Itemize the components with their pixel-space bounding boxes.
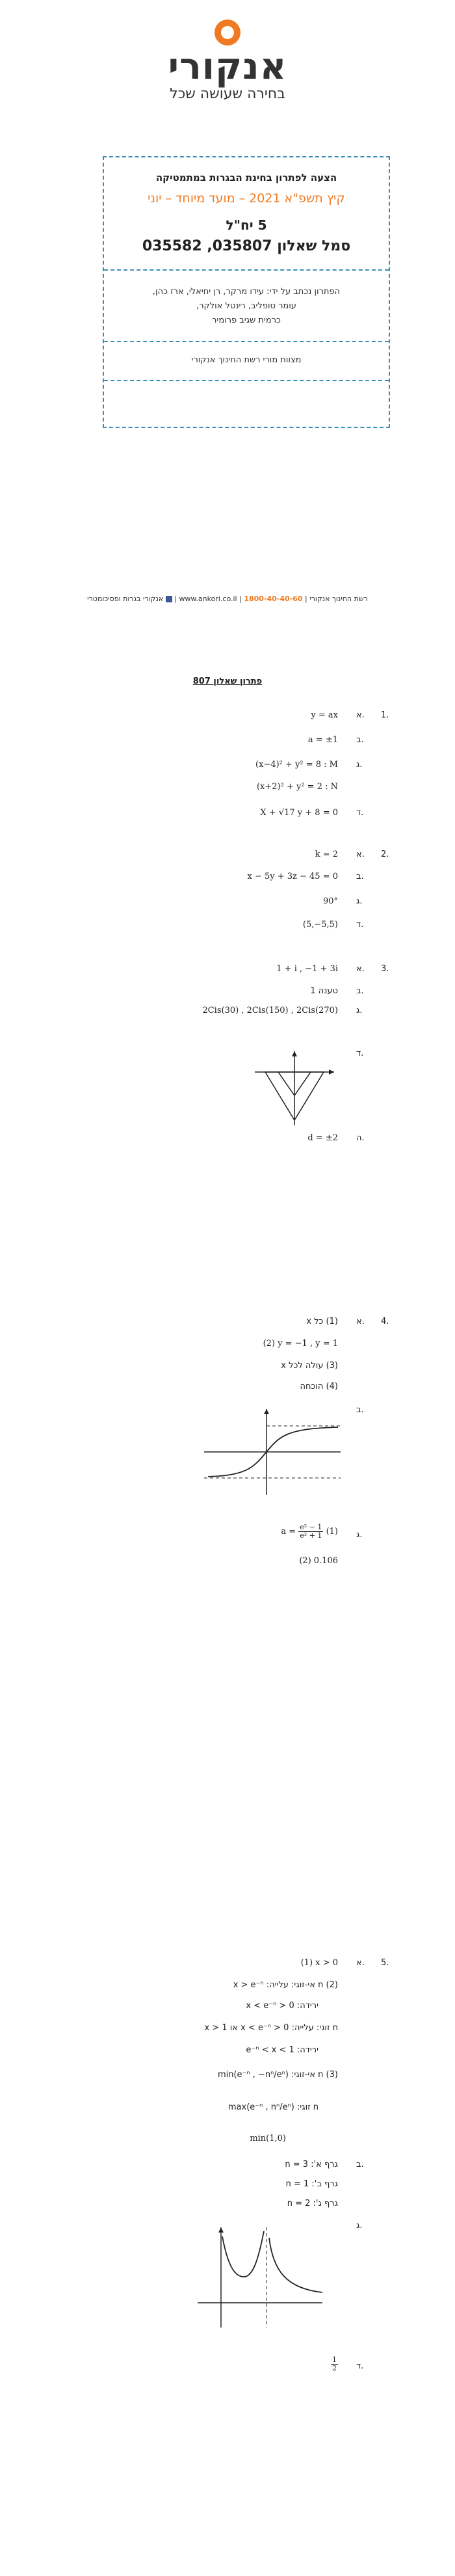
item-letter: ב. [356, 1405, 364, 1415]
cover-code: סמל שאלון 035807, 035582 [142, 238, 351, 254]
item-letter: א. [356, 1317, 365, 1326]
footer-line [65, 595, 390, 603]
item-letter: ה. [356, 1133, 365, 1143]
answer: (2) n אי-זוגי: עלייה: x > e⁻ⁿ [233, 1980, 338, 1990]
cover-divider [104, 269, 389, 271]
fraction [298, 1523, 323, 1540]
q3-star-diagram [252, 1049, 337, 1127]
question-number: 2. [381, 850, 389, 859]
curve-left [222, 2231, 264, 2277]
item-letter: ג. [356, 896, 363, 906]
footer-phone[interactable]: 1800-40-40-60 [244, 595, 303, 603]
item-letter: ב. [356, 2160, 364, 2169]
item-letter: ב. [356, 986, 364, 996]
item-letter: א. [356, 710, 365, 720]
answer: (4) הוכחה [300, 1382, 338, 1391]
cover-prepared-3: כרמית שגיב פרומיר [212, 315, 281, 325]
answer: y = ax [311, 710, 338, 720]
cover-title: הצעה לפתרון בחינת הבגרות במתמטיקה [155, 172, 337, 183]
solution-title: פתרון שאלון 807 [192, 677, 263, 686]
answer: 90° [322, 896, 338, 906]
answer: (x−4)² + y² = 8 : M [255, 760, 338, 770]
item-letter: ג. [356, 760, 363, 770]
logo [0, 20, 455, 102]
cover-units: 5 יח"ל [226, 217, 267, 233]
footer-site[interactable]: | www.ankori.co.il | [174, 595, 242, 603]
answer: (2) 0.106 [299, 1556, 338, 1566]
q5-function-graph [195, 2225, 325, 2329]
footer-network: רשת החינוך אנקורי | [305, 595, 368, 603]
question-number: 4. [381, 1317, 389, 1326]
q4-sigmoid-graph [202, 1405, 344, 1496]
answer: גרף א': n = 3 [285, 2160, 338, 2169]
item-letter: א. [356, 1958, 365, 1968]
answer: (5,−5,5) [302, 920, 338, 930]
answer: d = ±2 [307, 1133, 338, 1143]
cover-subtitle: קיץ תשפ"א 2021 – מועד מיוחד – יוני [148, 191, 345, 206]
curve-right [269, 2238, 322, 2292]
answer: (x+2)² + y² = 2 : N [256, 782, 338, 792]
item-letter: ד. [356, 808, 364, 818]
answer: n זוגי: עלייה: 0 < x < e⁻ⁿ או x > 1 [204, 2023, 338, 2033]
answer: (2) y = −1 , y = 1 [263, 1339, 338, 1348]
denominator: e² + 1 [300, 1531, 322, 1540]
sub-item-label: (1) [326, 1527, 338, 1536]
item-letter: ד. [356, 2361, 364, 2371]
item-letter: א. [356, 850, 365, 859]
item-letter: ג. [356, 2221, 363, 2231]
item-letter: ב. [356, 735, 364, 745]
answer: x − 5y + 3z − 45 = 0 [247, 872, 338, 881]
footer-social[interactable]: אנקורי בגרות ופסיכומטרי [87, 595, 164, 603]
answer: גרף ב': n = 1 [285, 2179, 338, 2189]
answer: (1) כל x [306, 1317, 338, 1326]
answer: X + √17 y + 8 = 0 [260, 808, 338, 818]
cover-divider [104, 341, 389, 342]
logo-icon [214, 20, 240, 46]
answer: (1) x > 0 [300, 1958, 338, 1968]
answer: ירידה: 0 < x < e⁻ⁿ [246, 2001, 318, 2011]
answer-fraction [281, 1523, 338, 1540]
question-number: 3. [381, 964, 389, 974]
denominator: 2 [332, 2364, 337, 2372]
numerator: 1 [332, 2355, 337, 2364]
cover-divider [104, 380, 389, 381]
answer: k = 2 [315, 850, 338, 859]
answer: n זוגי: max(e⁻ⁿ , nⁿ/eⁿ) [228, 2102, 318, 2112]
answer: min(1,0) [250, 2134, 286, 2143]
fraction-lhs: a = [281, 1527, 296, 1536]
answer-fraction [331, 2356, 338, 2372]
axis-arrow [218, 2227, 224, 2233]
question-number: 5. [381, 1958, 389, 1968]
cover-prepared-1: הפתרון נכתב על ידי: עידו מרקר, רן יחיאלי, ארז כהן, [152, 287, 341, 297]
item-letter: ג. [356, 1006, 363, 1015]
numerator: e² − 1 [300, 1523, 322, 1531]
answer: 2Cis(30) , 2Cis(150) , 2Cis(270) [202, 1006, 338, 1015]
item-letter: ג. [356, 1530, 363, 1540]
fraction [331, 2356, 338, 2372]
cover-note: מצוות מורי רשת החינוך אנקורי [191, 355, 302, 365]
logo-tagline: בחירה שעושה שכל [170, 86, 285, 102]
facebook-icon [166, 596, 172, 602]
answer: גרף ג': n = 2 [287, 2199, 338, 2208]
axis-arrow [264, 1409, 269, 1414]
question-number: 1. [381, 710, 389, 720]
item-letter: ד. [356, 1049, 364, 1058]
item-letter: ב. [356, 872, 364, 881]
answer: (3) עולה לכל x [281, 1361, 338, 1371]
logo-word: אנקורי [168, 46, 287, 88]
answer: ירידה: e⁻ⁿ < x < 1 [246, 2045, 318, 2055]
item-letter: א. [356, 964, 365, 974]
cover-box [103, 156, 390, 428]
answer: 1 + i , −1 + 3i [276, 964, 338, 974]
cover-prepared-2: עומר טופליב, רינטל אולקר, [196, 301, 296, 311]
axis-arrow [292, 1051, 297, 1056]
item-letter: ד. [356, 920, 364, 930]
answer: טענה 1 [310, 986, 338, 996]
axis-arrow [329, 1069, 334, 1075]
answer: (3) n אי-זוגי: min(e⁻ⁿ , −nⁿ/eⁿ) [217, 2070, 338, 2080]
answer: a = ±1 [307, 735, 338, 745]
